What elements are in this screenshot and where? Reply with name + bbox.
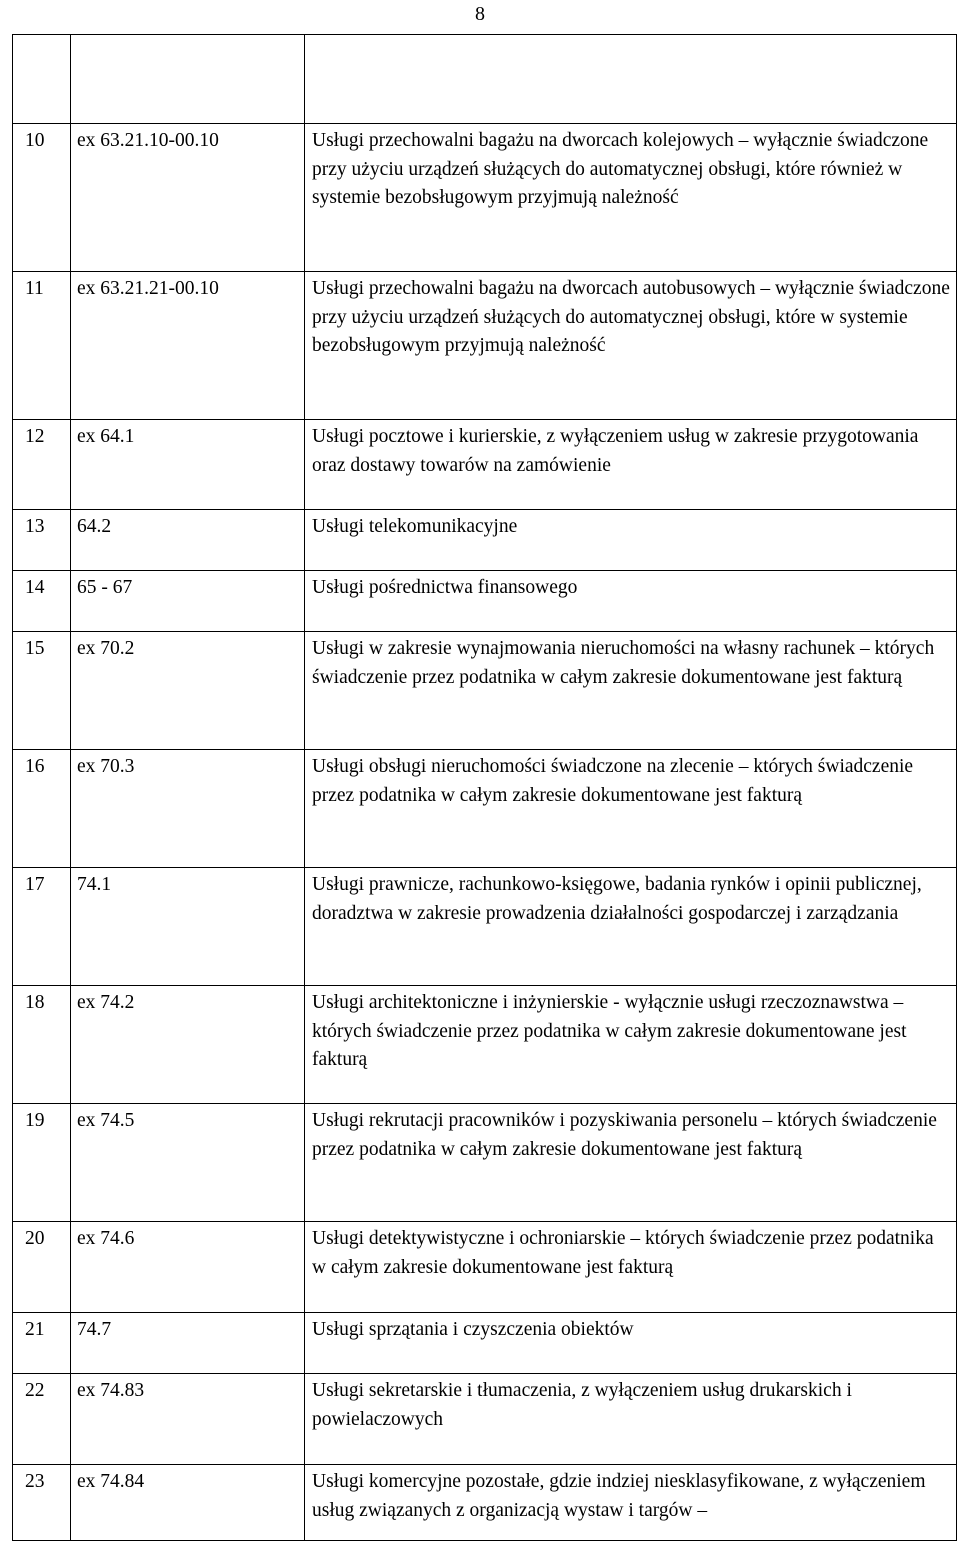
- table-row: [13, 1222, 957, 1313]
- row-number: 20: [13, 1222, 71, 1313]
- row-number: 15: [13, 632, 71, 750]
- service-description: Usługi sekretarskie i tłumaczenia, z wyłączeniem usług drukarskich i powielaczowych: [305, 1374, 957, 1465]
- table-row: [13, 750, 957, 868]
- service-description: Usługi telekomunikacyjne: [305, 510, 957, 571]
- row-number: 16: [13, 750, 71, 868]
- pkwiu-code: ex 74.5: [71, 1104, 305, 1222]
- table-row: [13, 1104, 957, 1222]
- pkwiu-code: ex 70.3: [71, 750, 305, 868]
- row-number: 22: [13, 1374, 71, 1465]
- table-row: [13, 632, 957, 750]
- pkwiu-code: ex 63.21.21-00.10: [71, 272, 305, 420]
- row-number: 23: [13, 1465, 71, 1541]
- service-description: Usługi architektoniczne i inżynierskie - wyłącznie usługi rzeczoznawstwa – których świadczenie przez podatnika w całym zakresie dokumentowane jest fakturą: [305, 986, 957, 1104]
- table-row: [13, 986, 957, 1104]
- row-number: 11: [13, 272, 71, 420]
- row-number: 18: [13, 986, 71, 1104]
- service-description: Usługi obsługi nieruchomości świadczone na zlecenie – których świadczenie przez podatnika w całym zakresie dokumentowane jest fakturą: [305, 750, 957, 868]
- row-number: 21: [13, 1313, 71, 1374]
- header-cell-desc: [305, 35, 957, 124]
- table-row: [13, 868, 957, 986]
- service-description: Usługi przechowalni bagażu na dworcach kolejowych – wyłącznie świadczone przy użyciu urządzeń służących do automatycznej obsługi, które również w systemie bezobsługowym przyjmują należność: [305, 124, 957, 272]
- pkwiu-code: ex 64.1: [71, 420, 305, 510]
- pkwiu-code: ex 74.84: [71, 1465, 305, 1541]
- row-number: 14: [13, 571, 71, 632]
- pkwiu-code: ex 74.6: [71, 1222, 305, 1313]
- pkwiu-code: 74.7: [71, 1313, 305, 1374]
- pkwiu-code: ex 74.2: [71, 986, 305, 1104]
- pkwiu-code: ex 74.83: [71, 1374, 305, 1465]
- pkwiu-code: ex 63.21.10-00.10: [71, 124, 305, 272]
- header-cell-pkwiu: [71, 35, 305, 124]
- table-row: [13, 420, 957, 510]
- pkwiu-code: 64.2: [71, 510, 305, 571]
- table-row: [13, 571, 957, 632]
- service-description: Usługi prawnicze, rachunkowo-księgowe, badania rynków i opinii publicznej, doradztwa w zakresie prowadzenia działalności gospodarczej i zarządzania: [305, 868, 957, 986]
- service-description: Usługi przechowalni bagażu na dworcach autobusowych – wyłącznie świadczone przy użyciu urządzeń służących do automatycznej obsługi, które w systemie bezobsługowym przyjmują należność: [305, 272, 957, 420]
- row-number: 12: [13, 420, 71, 510]
- service-description: Usługi sprzątania i czyszczenia obiektów: [305, 1313, 957, 1374]
- pkwiu-code: ex 70.2: [71, 632, 305, 750]
- header-cell-lp: [13, 35, 71, 124]
- service-description: Usługi rekrutacji pracowników i pozyskiwania personelu – których świadczenie przez podatnika w całym zakresie dokumentowane jest fakturą: [305, 1104, 957, 1222]
- row-number: 17: [13, 868, 71, 986]
- services-table: [12, 34, 957, 1541]
- page-number: 8: [475, 3, 485, 25]
- row-number: 19: [13, 1104, 71, 1222]
- table-row: [13, 1374, 957, 1465]
- service-description: Usługi pośrednictwa finansowego: [305, 571, 957, 632]
- service-description: Usługi detektywistyczne i ochroniarskie – których świadczenie przez podatnika w całym zakresie dokumentowane jest fakturą: [305, 1222, 957, 1313]
- table-row: [13, 1313, 957, 1374]
- pkwiu-code: 74.1: [71, 868, 305, 986]
- service-description: Usługi w zakresie wynajmowania nieruchomości na własny rachunek – których świadczenie przez podatnika w całym zakresie dokumentowane jest fakturą: [305, 632, 957, 750]
- table-row: [13, 272, 957, 420]
- table-row: [13, 124, 957, 272]
- table-row: [13, 1465, 957, 1541]
- header-row: [13, 35, 957, 124]
- service-description: Usługi komercyjne pozostałe, gdzie indziej niesklasyfikowane, z wyłączeniem usług związanych z organizacją wystaw i targów –: [305, 1465, 957, 1541]
- row-number: 10: [13, 124, 71, 272]
- row-number: 13: [13, 510, 71, 571]
- pkwiu-code: 65 - 67: [71, 571, 305, 632]
- service-description: Usługi pocztowe i kurierskie, z wyłączeniem usług w zakresie przygotowania oraz dostawy towarów na zamówienie: [305, 420, 957, 510]
- table-row: [13, 510, 957, 571]
